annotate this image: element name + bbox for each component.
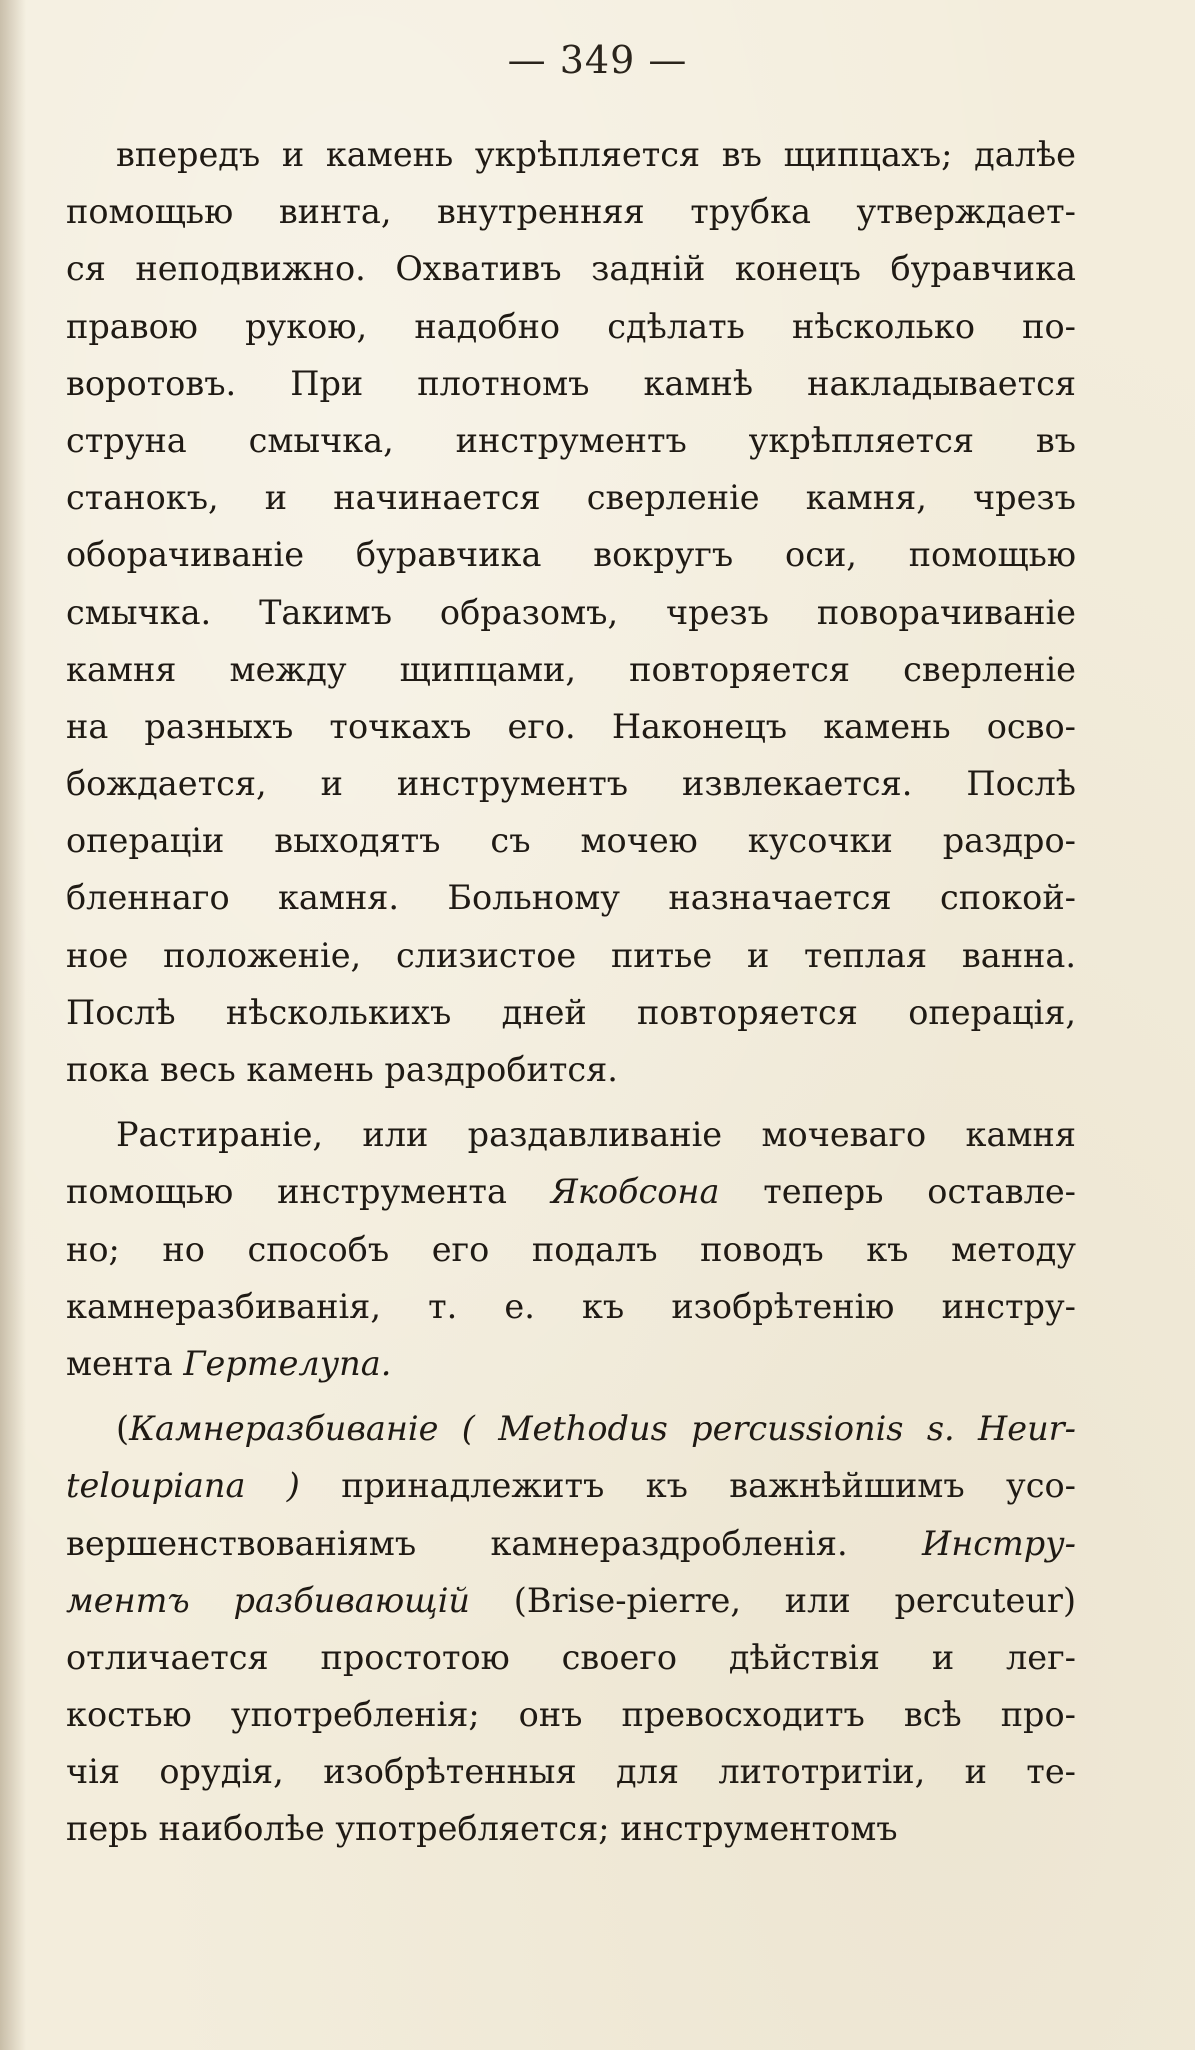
text-line	[66, 183, 1076, 240]
text-segment: Растираніе, или раздавливаніе мочеваго камня	[116, 1115, 1076, 1155]
text-segment: ное положеніе, слизистое питье и теплая ванна.	[66, 935, 1076, 975]
text-line	[66, 1515, 1076, 1572]
text-segment: (	[116, 1409, 130, 1449]
text-line	[66, 641, 1076, 698]
text-line	[66, 1335, 1076, 1392]
italic-text-segment: Камнеразбиваніе ( Methodus percussionis s. Heur-	[129, 1409, 1076, 1449]
text-segment: чія орудія, изобрѣтенныя для литотритіи, и те-	[66, 1752, 1076, 1792]
text-line	[66, 298, 1076, 355]
text-line	[66, 1457, 1076, 1514]
italic-text-segment: ментъ разбивающій	[66, 1580, 471, 1620]
text-segment: принадлежитъ къ важнѣйшимъ усо-	[299, 1466, 1076, 1506]
text-line	[66, 755, 1076, 812]
text-line	[66, 1743, 1076, 1800]
text-line	[66, 412, 1076, 469]
text-line	[66, 526, 1076, 583]
text-segment: помощью инструмента	[66, 1172, 551, 1212]
text-line	[66, 869, 1076, 926]
page-number: — 349 —	[507, 38, 688, 82]
text-line	[66, 1106, 1076, 1163]
text-segment: ся неподвижно. Охвативъ задній конецъ буравчика	[66, 249, 1076, 289]
text-line	[66, 126, 1076, 183]
text-segment: перь наиболѣе употребляется; инструментомъ	[66, 1809, 898, 1849]
text-segment: Послѣ нѣсколькихъ дней повторяется операція,	[66, 992, 1076, 1032]
text-line	[66, 240, 1076, 297]
italic-text-segment: Якобсона	[550, 1172, 720, 1212]
text-line	[66, 355, 1076, 412]
text-line	[66, 1572, 1076, 1629]
text-line	[66, 812, 1076, 869]
text-segment: отличается простотою своего дѣйствія и лег-	[66, 1637, 1076, 1677]
text-segment: (Brise-pierre, или percuteur)	[470, 1580, 1077, 1620]
text-line	[66, 1221, 1076, 1278]
paragraph-gap	[66, 1392, 1076, 1400]
text-segment: костью употребленія; онъ превосходитъ всѣ про-	[66, 1695, 1076, 1735]
text-line	[66, 1041, 1076, 1098]
text-segment: воротовъ. При плотномъ камнѣ накладывается	[66, 363, 1076, 403]
text-line	[66, 1686, 1076, 1743]
text-segment: струна смычка, инструментъ укрѣпляется въ	[66, 420, 1076, 460]
body-text	[66, 126, 1076, 1858]
text-line	[66, 1278, 1076, 1335]
text-line	[66, 1400, 1076, 1457]
paragraph-gap	[66, 1098, 1076, 1106]
text-line	[66, 1163, 1076, 1220]
text-segment: станокъ, и начинается сверленіе камня, чрезъ	[66, 478, 1076, 518]
text-segment: на разныхъ точкахъ его. Наконецъ камень осво-	[66, 706, 1076, 746]
text-line	[66, 984, 1076, 1041]
text-line	[66, 1629, 1076, 1686]
text-line	[66, 698, 1076, 755]
italic-text-segment: teloupiana )	[66, 1466, 300, 1506]
text-line	[66, 584, 1076, 641]
italic-text-segment: Гертелупа.	[183, 1343, 392, 1383]
text-segment: оборачиваніе буравчика вокругъ оси, помощью	[66, 535, 1076, 575]
text-segment: пока весь камень раздробится.	[66, 1050, 618, 1089]
binding-gutter-shadow	[0, 0, 26, 2050]
text-line	[66, 1800, 1076, 1857]
text-line	[66, 469, 1076, 526]
text-segment: камнеразбиванія, т. е. къ изобрѣтенію инстру-	[66, 1286, 1076, 1326]
text-segment: камня между щипцами, повторяется сверленіе	[66, 649, 1076, 689]
text-segment: операціи выходятъ съ мочею кусочки раздро-	[66, 821, 1076, 861]
text-line	[66, 927, 1076, 984]
text-segment: бождается, и инструментъ извлекается. Послѣ	[66, 764, 1076, 804]
text-segment: мента	[66, 1343, 184, 1383]
text-segment: смычка. Такимъ образомъ, чрезъ поворачиваніе	[66, 592, 1076, 632]
text-segment: вершенствованіямъ камнераздробленія.	[66, 1523, 922, 1563]
text-segment: теперь оставле-	[719, 1172, 1077, 1212]
text-segment: помощью винта, внутренняя трубка утверждает-	[66, 192, 1076, 232]
italic-text-segment: Инстру-	[921, 1523, 1076, 1563]
text-segment: правою рукою, надобно сдѣлать нѣсколько по-	[66, 306, 1076, 346]
text-segment: впередъ и камень укрѣпляется въ щипцахъ; далѣе	[116, 135, 1076, 174]
text-segment: но; но способъ его подалъ поводъ къ методу	[66, 1229, 1076, 1269]
text-segment: бленнаго камня. Больному назначается спокой-	[66, 878, 1076, 918]
